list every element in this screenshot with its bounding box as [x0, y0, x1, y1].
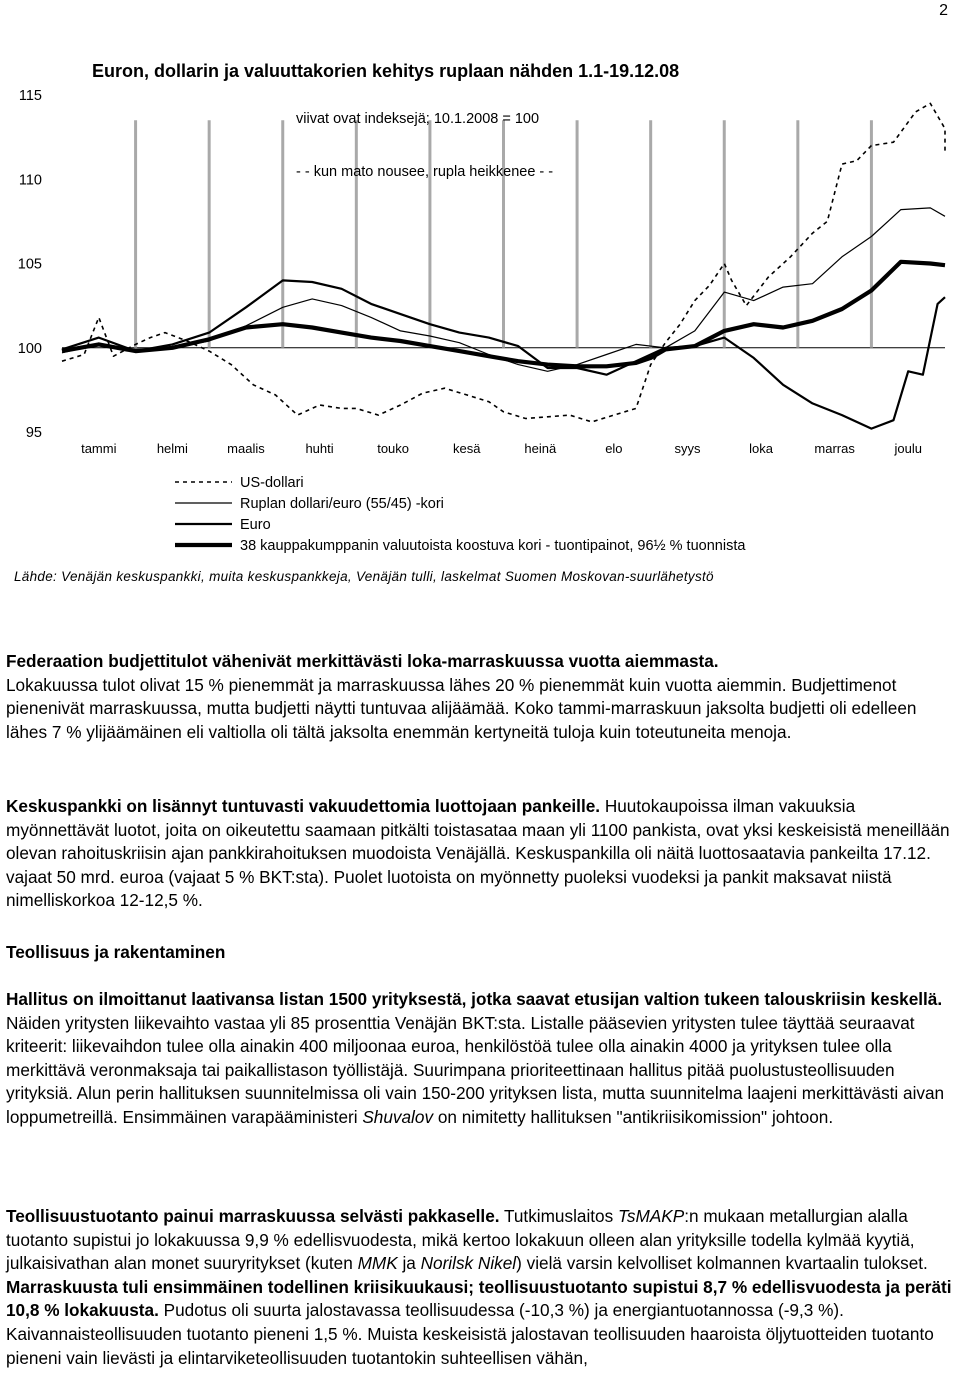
industrial-text-b: :n mukaan metallurgian alalla tuotanto supistui jo lokakuussa 9,9 % edellisvuodesta, mikä kertoo lokakuun olleen alan yrityksille todella kylmää kyytiä, julkaisivathan alan monet suuryritykset (kuten — [6, 1206, 915, 1274]
x-tick-label: huhti — [305, 441, 334, 456]
x-tick-label: touko — [377, 441, 410, 456]
paragraph-industrial-output — [6, 1205, 954, 1370]
government-list-text-b: on nimitetty hallituksen "antikriisikomission" johtoon. — [433, 1106, 834, 1127]
budget-lead: Federaation budjettitulot vähenivät merkittävästi loka-marraskuussa vuotta aiemmasta. — [6, 651, 719, 671]
paragraph-central-bank — [6, 795, 954, 913]
y-tick-label: 110 — [18, 172, 42, 189]
section-heading: Teollisuus ja rakentaminen — [6, 942, 226, 962]
x-tick-label: loka — [749, 441, 773, 456]
paragraph-budget — [6, 650, 954, 744]
x-tick-label: joulu — [894, 441, 922, 456]
x-tick-label: tammi — [81, 441, 117, 456]
government-list-text-a: Näiden yritysten liikevaihto vastaa yli 85 prosenttia Venäjän BKT:sta. Listalle pääsevien yritysten tulee täyttää seuraavat kriteerit: liikevaihdon tulee olla ainakin 400 miljoonaa euroa, henkilöstöä tulee olla ainakin 4000 ja yrityksen tulee olla merkittävä veronmaksaja tai paikallistason työllistäjä. Suurimpana prioriteettinaan hallitus pitää puolustusteollisuuden yrityksiä. Alun perin hallituksen suunnitelmissa oli vain 150-200 yrityksen lista, mutta suunnitelma laajeni merkittävästi aivan loppumetreillä. Ensimmäinen varapääministeri — [6, 1012, 945, 1127]
industrial-text-c: ja — [397, 1253, 421, 1274]
legend-label: US-dollari — [240, 475, 304, 491]
x-tick-label: elo — [605, 441, 623, 456]
budget-text: Lokakuussa tulot olivat 15 % pienemmät ja marraskuussa lähes 20 % pienemmät kuin vuotta aiemmin. Budjettimenot pienenivät marraskuussa, mutta budjetti näytti tuntuvaa alijäämää. Koko tammi-marraskuun jaksolta budjetti oli edelleen lähes 7 % ylijäämäinen eli valtiolla oli tältä jaksolta enemmän kertyneitä tuloja kuin toteutuneita menoja. — [6, 674, 917, 742]
y-tick-label: 95 — [25, 425, 42, 441]
y-tick-label: 105 — [17, 256, 42, 273]
y-tick-label: 115 — [18, 88, 42, 104]
central-bank-lead: Keskuspankki on lisännyt tuntuvasti vakuudettomia luottojaan pankeille. — [6, 796, 601, 816]
industrial-text-e: Pudotus oli suurta jalostavassa teollisuudessa (-10,3 %) ja energiantuotannossa (-9,3 %). Kaivannaisteollisuuden tuotanto pieneni 1,5 %. Muista keskeisistä jalostavan teollisuuden haaroista öljytuotteiden tuotanto pieneni vain lievästi ja elintarviketeollisuuden tuotantokin suhteellisen vähän, — [6, 1300, 934, 1368]
industrial-lead: Teollisuustuotanto painui marraskuussa selvästi pakkaselle. — [6, 1206, 500, 1226]
legend-label: Euro — [240, 517, 271, 533]
paragraph-government-list — [6, 988, 954, 1130]
government-list-lead: Hallitus on ilmoittanut laativansa listan 1500 yrityksestä, jotka saavat etusijan valtion tukeen talouskriisin keskellä. — [6, 989, 943, 1009]
chart-source: Lähde: Venäjän keskuspankki, muita keskuspankkeja, Venäjän tulli, laskelmat Suomen Moskovan-suurlähetystö — [14, 569, 714, 584]
industrial-company-mmk: MMK — [357, 1253, 398, 1274]
industrial-text-d: ) vielä varsin kelvolliset kolmannen kvartaalin tulokset. — [516, 1253, 928, 1274]
currency-index-chart — [0, 0, 960, 560]
industrial-text-a: Tutkimuslaitos — [499, 1206, 618, 1226]
industrial-institute: TsMAKP — [617, 1206, 685, 1226]
y-tick-label: 100 — [17, 340, 42, 357]
industrial-company-norilsk: Norilsk Nikel — [420, 1253, 517, 1274]
y-axis-tick-labels — [18, 88, 42, 441]
x-tick-label: kesä — [452, 441, 481, 456]
x-tick-label: marras — [814, 441, 855, 456]
x-tick-label: maalis — [227, 441, 265, 456]
chart-legend — [175, 475, 746, 554]
page-number: 2 — [939, 2, 948, 19]
central-bank-text: Huutokaupoissa ilman vakuuksia myönnettävät luotot, joita on oikeutettu saamaan pitkälti toistasataa maan yli 1100 pankista, ovat yksi keskeisistä meneillään olevan rahoituskriisin ajan pankkirahoituksen muodoista Venäjällä. Keskuspankilla oli näitä luottosaatavia pankeilta 17.12. vajaat 50 mrd. euroa (vajaat 5 % BKT:sta). Puolet luotoista on myönnetty puoleksi vuodeksi ja pankit maksavat niistä nimelliskorkoa 12-12,5 %. — [6, 796, 950, 911]
x-axis-month-labels — [81, 441, 922, 456]
chart-subtitle: viivat ovat indeksejä; 10.1.2008 = 100 — [296, 111, 540, 127]
chart-title: Euron, dollarin ja valuuttakorien kehitys ruplaan nähden 1.1-19.12.08 — [92, 61, 680, 81]
x-tick-label: helmi — [156, 441, 188, 456]
industrial-crisis-lead: Marraskuusta tuli ensimmäinen todellinen kriisikuukausi; teollisuustuotanto supistui 8,7 % edellisvuodesta ja peräti 10,8 % lokakuusta. — [6, 1276, 952, 1321]
x-tick-label: syys — [674, 441, 701, 456]
legend-label: Ruplan dollari/euro (55/45) -kori — [240, 496, 444, 512]
x-tick-label: heinä — [524, 441, 557, 456]
chart-annotation: - - kun mato nousee, rupla heikkenee - - — [296, 164, 554, 180]
legend-label: 38 kauppakumppanin valuutoista koostuva kori - tuontipainot, 96½ % tuonnista — [240, 538, 746, 554]
government-list-name: Shuvalov — [362, 1106, 434, 1127]
